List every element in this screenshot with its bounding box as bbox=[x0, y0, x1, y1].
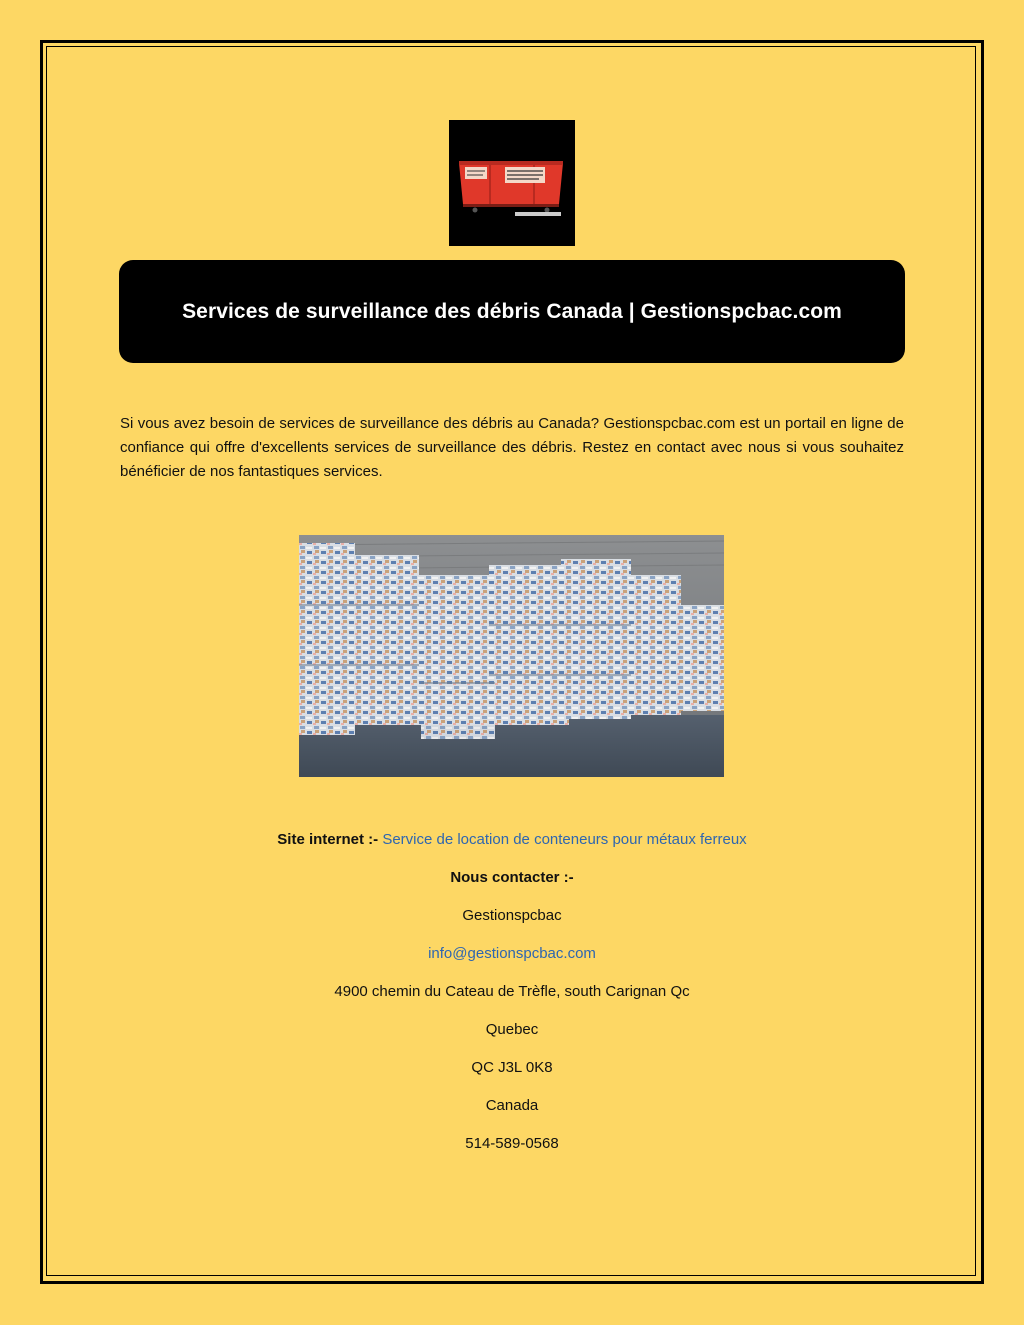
phone-number: 514-589-0568 bbox=[465, 1135, 559, 1152]
company-name: Gestionspcbac bbox=[462, 907, 562, 924]
website-link[interactable]: Service de location de conteneurs pour métaux ferreux bbox=[382, 831, 747, 848]
address-line: 4900 chemin du Cateau de Trèfle, south Carignan Qc bbox=[334, 983, 690, 1000]
recycled-paper-bales-image bbox=[299, 535, 724, 777]
website-label: Site internet :- bbox=[277, 831, 379, 848]
province-line: Quebec bbox=[485, 1021, 539, 1038]
country-line: Canada bbox=[485, 1097, 539, 1114]
intro-paragraph: Si vous avez besoin de services de surveillance des débris au Canada? Gestionspcbac.com est un portail en ligne de confiance qui offre d'excellents services de surveillance des débris. Restez en contact avec nous si vous souhaitez bénéficier de nos fantastiques services. bbox=[120, 415, 904, 480]
contact-section bbox=[120, 828, 904, 1170]
dumpster-container-icon bbox=[449, 120, 575, 246]
contact-label: Nous contacter :- bbox=[450, 869, 574, 886]
paper-bales-photo bbox=[299, 535, 724, 777]
page-title: Services de surveillance des débris Canada | Gestionspcbac.com bbox=[182, 299, 842, 323]
email-link[interactable]: info@gestionspcbac.com bbox=[428, 945, 596, 962]
postal-code-line: QC J3L 0K8 bbox=[471, 1059, 553, 1076]
title-banner bbox=[119, 260, 905, 363]
website-line bbox=[120, 828, 904, 866]
company-logo bbox=[449, 120, 575, 246]
